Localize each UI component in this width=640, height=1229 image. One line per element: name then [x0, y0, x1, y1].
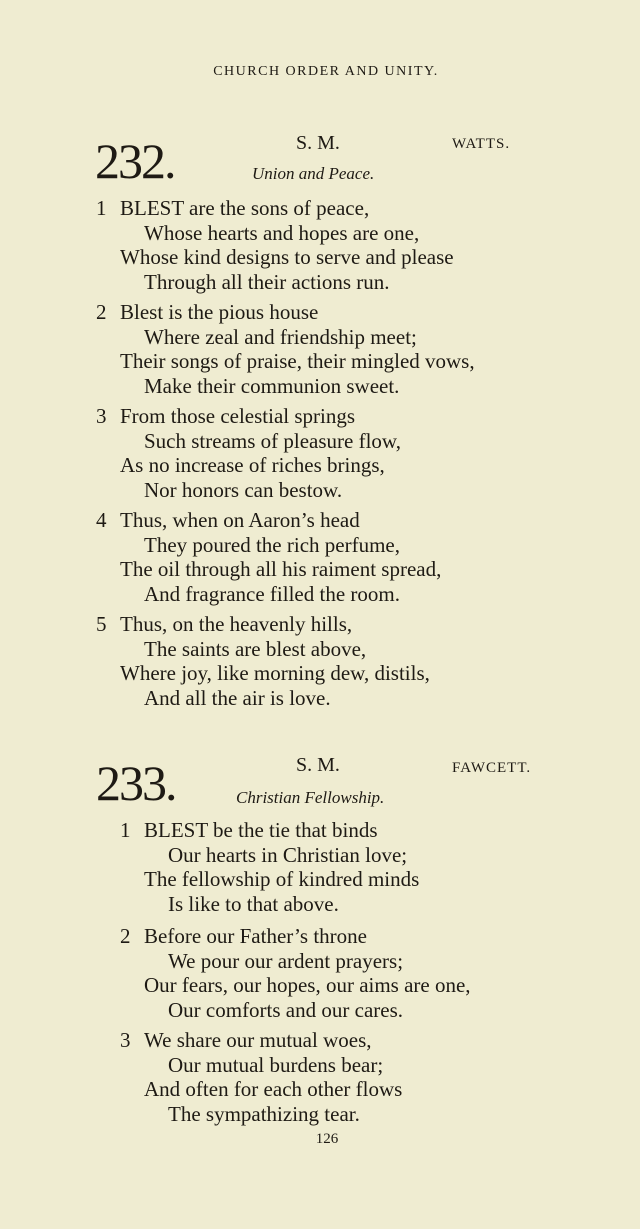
stanza-number: 1: [96, 196, 107, 220]
stanza-line-3: Whose kind designs to serve and please: [120, 245, 454, 269]
stanza-line-1: 1 BLEST be the tie that binds: [120, 818, 378, 842]
stanza-line-4: And fragrance filled the room.: [144, 581, 400, 606]
stanza-line-2: We pour our ardent prayers;: [168, 948, 404, 973]
stanza-line-1: 1 BLEST are the sons of peace,: [96, 196, 370, 220]
stanza-line-4: Make their communion sweet.: [144, 373, 400, 398]
hymn-number: 232.: [95, 133, 175, 189]
stanza-number: 2: [120, 924, 131, 948]
stanza-line-2: Whose hearts and hopes are one,: [144, 220, 420, 245]
stanza-line-2: Our hearts in Christian love;: [168, 842, 408, 867]
stanza-line-3: The fellowship of kindred minds: [144, 867, 420, 891]
stanza-line-4: The sympathizing tear.: [168, 1101, 360, 1126]
hymn-meter: S. M.: [296, 132, 340, 154]
stanza-line-3: As no increase of riches brings,: [120, 453, 385, 477]
stanza-line-3: Their songs of praise, their mingled vows,: [120, 349, 475, 373]
stanza-line-2: They poured the rich perfume,: [144, 532, 400, 557]
stanza-line-1: 2 Before our Father’s throne: [120, 924, 367, 948]
stanza-1: [96, 196, 454, 294]
stanza-number: 1: [120, 818, 131, 842]
stanza-line-4: And all the air is love.: [144, 685, 331, 710]
stanza-line-1: 3 We share our mutual woes,: [120, 1028, 372, 1052]
hymn-author: WATTS.: [452, 136, 511, 152]
stanza-line-4: Is like to that above.: [168, 891, 339, 916]
stanza-line-1: 4 Thus, when on Aaron’s head: [96, 508, 360, 532]
hymn-subtitle: Christian Fellowship.: [236, 788, 385, 807]
stanza-3: [96, 404, 401, 502]
stanza-number: 3: [120, 1028, 131, 1052]
stanza-2: [96, 300, 475, 398]
page-number: 126: [315, 1131, 339, 1147]
stanza-number: 4: [96, 508, 107, 532]
hymn-subtitle: Union and Peace.: [252, 164, 375, 183]
stanza-line-2: Our mutual burdens bear;: [168, 1052, 384, 1077]
stanza-line-4: Our comforts and our cares.: [168, 997, 403, 1022]
stanza-line-3: The oil through all his raiment spread,: [120, 557, 442, 581]
stanza-3: [120, 1028, 402, 1126]
stanza-line-1: 3 From those celestial springs: [96, 404, 356, 428]
stanza-line-2: Such streams of pleasure flow,: [144, 428, 401, 453]
stanza-line-3: Our fears, our hopes, our aims are one,: [144, 973, 471, 997]
stanza-4: [96, 508, 441, 606]
stanza-2: [120, 924, 471, 1022]
stanza-line-3: Where joy, like morning dew, distils,: [120, 661, 430, 685]
stanza-number: 3: [96, 404, 107, 428]
stanza-line-2: Where zeal and friendship meet;: [144, 324, 417, 349]
stanza-line-1: 2 Blest is the pious house: [96, 300, 319, 324]
running-head: CHURCH ORDER AND UNITY.: [213, 64, 439, 79]
stanza-line-4: Nor honors can bestow.: [144, 477, 343, 502]
hymn-number: 233.: [96, 755, 176, 811]
stanza-1: [120, 818, 419, 916]
stanza-line-4: Through all their actions run.: [144, 269, 390, 294]
hymn-meter: S. M.: [296, 754, 340, 776]
stanza-number: 2: [96, 300, 107, 324]
stanza-5: [96, 612, 430, 710]
stanza-line-3: And often for each other flows: [144, 1077, 403, 1101]
stanza-number: 5: [96, 612, 107, 636]
stanza-line-2: The saints are blest above,: [144, 636, 367, 661]
hymn-author: FAWCETT.: [452, 760, 532, 776]
stanza-line-1: 5 Thus, on the heavenly hills,: [96, 612, 353, 636]
